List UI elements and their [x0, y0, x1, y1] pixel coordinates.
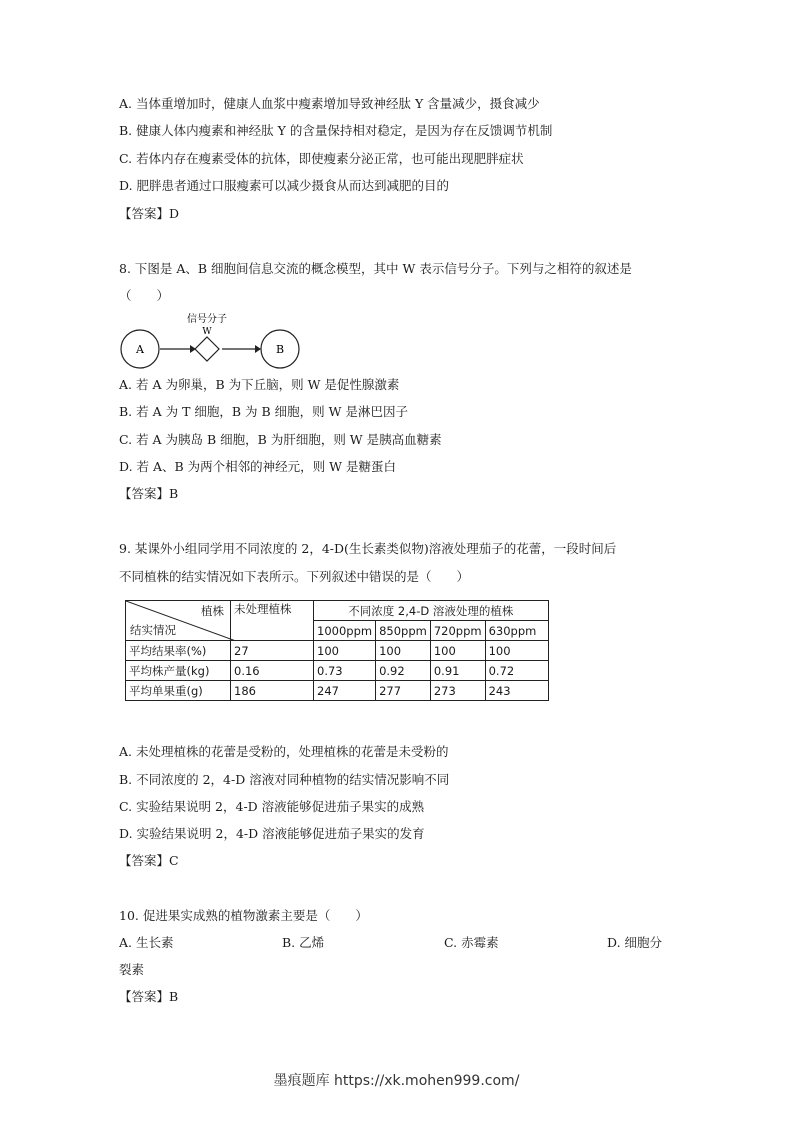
q7-option-c: C. 若体内存在瘦素受体的抗体，即使瘦素分泌正常，也可能出现肥胖症状 — [119, 151, 524, 166]
signal-w-label: W — [202, 327, 212, 337]
table-row — [126, 661, 549, 681]
table-cell: 27 — [231, 641, 314, 661]
q10-option-b: B. 乙烯 — [282, 935, 325, 950]
q10-answer: 【答案】B — [119, 989, 179, 1004]
q8-cell-signal-diagram — [118, 312, 308, 370]
table-cell: 273 — [430, 681, 485, 701]
table-cell: 100 — [430, 641, 485, 661]
q8-stem: 8. 下图是 A、B 细胞间信息交流的概念模型，其中 W 表示信号分子。下列与之相符的叙述是 — [119, 261, 632, 276]
table-cell: 100 — [314, 641, 376, 661]
signal-molecule-label: 信号分子 — [187, 314, 227, 325]
table-cell: 100 — [376, 641, 431, 661]
table-header-row — [126, 601, 549, 621]
q9-option-c: C. 实验结果说明 2，4-D 溶液能够促进茄子果实的成熟 — [119, 799, 425, 814]
table-cell: 0.72 — [485, 661, 548, 681]
concentration-header: 630ppm — [485, 621, 548, 641]
q7-option-b: B. 健康人体内瘦素和神经肽 Y 的含量保持相对稳定，是因为存在反馈调节机制 — [119, 123, 553, 138]
table-cell: 186 — [231, 681, 314, 701]
q10-option-d-cont: 裂素 — [119, 962, 145, 977]
table-cell: 0.73 — [314, 661, 376, 681]
q10-stem: 10. 促进果实成熟的植物激素主要是（ ） — [119, 908, 368, 923]
q7-option-d: D. 肥胖患者通过口服瘦素可以减少摄食从而达到减肥的目的 — [119, 178, 450, 193]
q8-option-b: B. 若 A 为 T 细胞，B 为 B 细胞，则 W 是淋巴因子 — [119, 404, 408, 419]
q9-results-table — [125, 600, 549, 701]
q9-option-d: D. 实验结果说明 2，4-D 溶液能够促进茄子果实的发育 — [119, 826, 425, 841]
q8-option-a: A. 若 A 为卵巢，B 为下丘脑，则 W 是促性腺激素 — [119, 377, 400, 392]
q10-option-d: D. 细胞分 — [607, 935, 663, 950]
table-cell: 0.16 — [231, 661, 314, 681]
table-cell: 243 — [485, 681, 548, 701]
table-cell: 277 — [376, 681, 431, 701]
signal-w-diamond — [195, 337, 219, 361]
row-label: 平均单果重(g) — [126, 681, 231, 701]
row-label: 平均结果率(%) — [126, 641, 231, 661]
table-row — [126, 681, 549, 701]
q9-answer: 【答案】C — [119, 853, 179, 868]
table-corner-cell — [126, 601, 231, 641]
footer-watermark: 墨痕题库 https://xk.mohen999.com/ — [273, 1073, 520, 1089]
table-row — [126, 641, 549, 661]
table-cell: 0.91 — [430, 661, 485, 681]
q8-stem-cont: （ ） — [119, 288, 170, 303]
row-label: 平均株产量(kg) — [126, 661, 231, 681]
arrowhead-w-to-b — [255, 345, 261, 353]
corner-bottom-label: 结实情况 — [130, 623, 176, 637]
col-group-header: 不同浓度 2,4-D 溶液处理的植株 — [314, 601, 549, 621]
table-cell: 100 — [485, 641, 548, 661]
q10-option-a: A. 生长素 — [119, 935, 174, 950]
q8-option-d: D. 若 A、B 为两个相邻的神经元，则 W 是糖蛋白 — [119, 459, 396, 474]
q9-option-b: B. 不同浓度的 2，4-D 溶液对同种植物的结实情况影响不同 — [119, 772, 450, 787]
q8-option-c: C. 若 A 为胰岛 B 细胞，B 为肝细胞，则 W 是胰高血糖素 — [119, 432, 442, 447]
q10-option-c: C. 赤霉素 — [444, 935, 499, 950]
concentration-header: 850ppm — [376, 621, 431, 641]
q8-answer: 【答案】B — [119, 486, 179, 501]
concentration-header: 1000ppm — [314, 621, 376, 641]
q7-option-a: A. 当体重增加时，健康人血浆中瘦素增加导致神经肽 Y 含量减少，摄食减少 — [119, 96, 540, 111]
table-cell: 247 — [314, 681, 376, 701]
q9-stem-cont: 不同植株的结实情况如下表所示。下列叙述中错误的是（ ） — [119, 569, 470, 584]
cell-b-label: B — [275, 343, 285, 356]
corner-top-label: 植株 — [201, 604, 224, 618]
cell-a-label: A — [136, 343, 144, 356]
q9-option-a: A. 未处理植株的花蕾是受粉的，处理植株的花蕾是未受粉的 — [119, 744, 449, 759]
table-cell: 0.92 — [376, 661, 431, 681]
concentration-header: 720ppm — [430, 621, 485, 641]
q7-answer: 【答案】D — [119, 206, 180, 221]
q9-stem: 9. 某课外小组同学用不同浓度的 2，4-D(生长素类似物)溶液处理茄子的花蕾，一段时间后 — [119, 541, 617, 556]
col-untreated-header: 未处理植株 — [231, 601, 314, 641]
